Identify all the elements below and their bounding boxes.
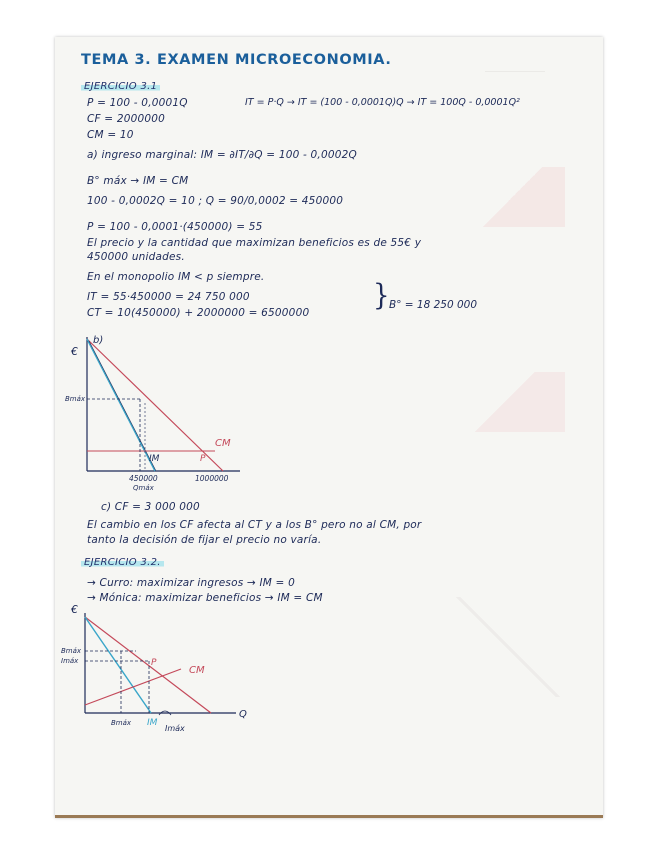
solve-price: P = 100 - 0,0001·(450000) = 55 — [87, 221, 263, 233]
profit-value: B° = 18 250 000 — [389, 299, 478, 311]
im-label: IM — [149, 454, 160, 464]
x-tick-qmax: Qmáx — [133, 484, 154, 492]
bleed-through-mark — [485, 57, 545, 72]
total-revenue-equation: IT = P·Q → IT = (100 - 0,0001Q)Q → IT = 100Q - 0,0001Q² — [245, 97, 520, 108]
bleed-through-mark — [455, 597, 565, 697]
page-title: TEMA 3. EXAMEN MICROECONOMIA. — [81, 52, 392, 68]
x-tick-bmax: Bmáx — [111, 719, 132, 727]
marginal-cost-line-2 — [85, 669, 181, 705]
curro-objective: → Curro: maximizar ingresos → IM = 0 — [87, 577, 295, 589]
monopoly-graph-1 — [65, 333, 295, 493]
bleed-through-mark — [425, 372, 565, 432]
y-tick-imax: Imáx — [61, 657, 79, 665]
max-profit-condition: B° máx → IM = CM — [87, 175, 189, 187]
y-axis-label: € — [71, 345, 78, 358]
marginal-revenue-text: a) ingreso marginal: IM = ∂IT/∂Q = 100 - 0,0002Q — [87, 149, 357, 161]
marginal-revenue-curve-2 — [85, 617, 151, 713]
x-axis-label-2: Q — [239, 709, 247, 720]
notebook-page — [55, 37, 603, 818]
brace-symbol: } — [373, 279, 390, 313]
p-label-2: P — [151, 658, 157, 668]
conclusion-line-1: El precio y la cantidad que maximizan beneficios es de 55€ y — [87, 237, 422, 249]
x-tick-450000: 450000 — [129, 474, 158, 483]
monopoly-note: En el monopolio IM < p siempre. — [87, 271, 265, 283]
demand-equation: P = 100 - 0,0001Q — [87, 97, 188, 109]
part-b-label: b) — [93, 335, 104, 346]
cm-label: CM — [215, 438, 231, 449]
y-tick-bmax: Bmáx — [65, 395, 86, 403]
total-revenue-value: IT = 55·450000 = 24 750 000 — [87, 291, 250, 303]
conclusion-line-2: 450000 unidades. — [87, 251, 185, 263]
im-label-2: IM — [147, 718, 158, 728]
p-label: P — [200, 454, 206, 464]
part-c-conclusion-1: El cambio en los CF afecta al CT y a los B° pero no al CM, por — [87, 519, 422, 531]
exercise-2-heading: EJERCICIO 3.2. — [81, 557, 164, 568]
solve-quantity: 100 - 0,0002Q = 10 ; Q = 90/0,0002 = 450000 — [87, 195, 344, 207]
fixed-cost: CF = 2000000 — [87, 113, 166, 125]
part-c-conclusion-2: tanto la decisión de fijar el precio no varía. — [87, 534, 322, 546]
total-cost-value: CT = 10(450000) + 2000000 = 6500000 — [87, 307, 310, 319]
monica-objective: → Mónica: maximizar beneficios → IM = CM — [87, 592, 323, 604]
monopoly-graph-2 — [61, 603, 261, 733]
x-tick-1000000: 1000000 — [195, 474, 229, 483]
bleed-through-mark — [475, 167, 565, 227]
y-axis-label-2: € — [71, 603, 78, 616]
marginal-cost: CM = 10 — [87, 129, 134, 141]
part-c-fixed-cost: c) CF = 3 000 000 — [101, 501, 200, 513]
exercise-1-heading: EJERCICIO 3.1 — [81, 81, 160, 92]
cm-label-2: CM — [189, 665, 205, 676]
y-tick-bmax-2: Bmáx — [61, 647, 82, 655]
x-tick-imax: Imáx — [165, 724, 185, 733]
